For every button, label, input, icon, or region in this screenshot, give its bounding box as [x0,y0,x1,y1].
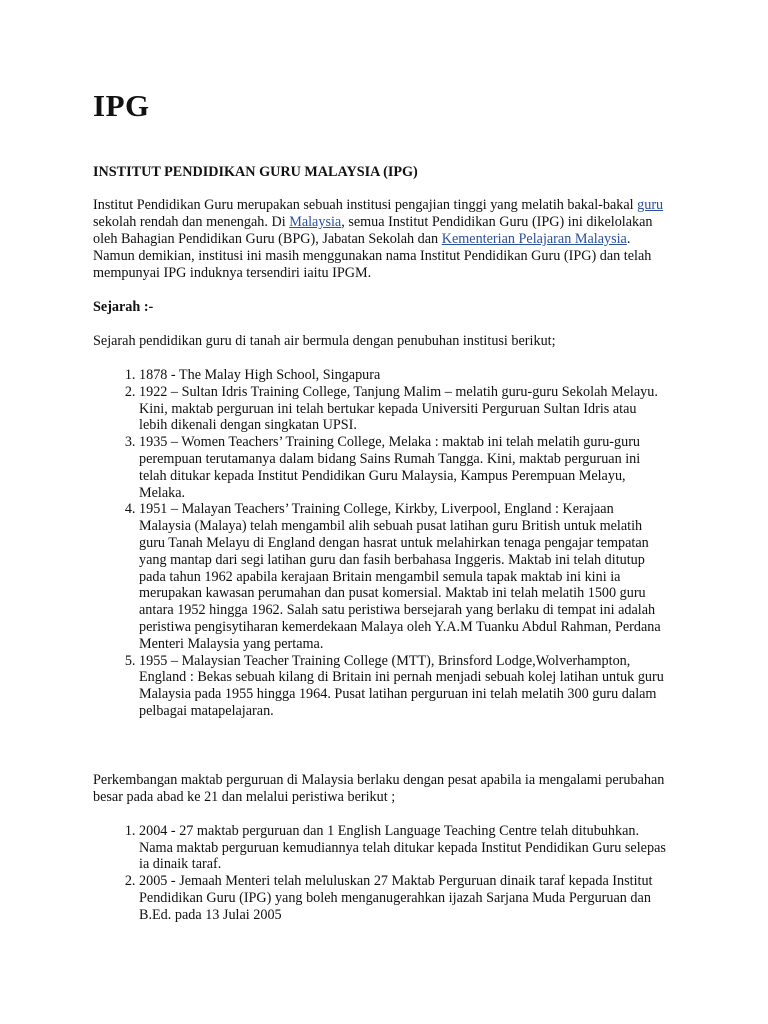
intro-paragraph [93,197,668,282]
spacer [93,720,668,772]
intro-text-4: . Namun demikian, institusi ini masih menggunakan nama Institut Pendidikan Guru (IPG) dan telah mempunyai IPG induknya tersendiri iaitu IPGM. [93,231,652,281]
intro-text-2: sekolah rendah dan menengah. Di [93,214,290,230]
link-guru[interactable]: guru [637,197,664,213]
sejarah-intro: Sejarah pendidikan guru di tanah air bermula dengan penubuhan institusi berikut; [93,333,556,349]
history-item: 3. 1935 – Women Teachers’ Training College, Melaka : maktab ini telah melatih guru-guru perempuan terutamanya dalam bidang Sains Rumah Tangga. Kini, maktab perguruan ini telah ditukar kepada Institut Pendidikan Guru Malaysia, Kampus Perempuan Melayu, Melaka. [139,434,668,501]
doc-subtitle: INSTITUT PENDIDIKAN GURU MALAYSIA (IPG) [93,164,418,180]
history-item: 4. 1951 – Malayan Teachers’ Training College, Kirkby, Liverpool, England : Kerajaan Malaysia (Malaya) telah mengambil alih sebuah pusat latihan guru British untuk melatih guru Tanah Melayu di England dengan hasrat untuk melahirkan tenaga pengajar tempatan yang mantap dari segi latihan guru dan fasih berbahasa Inggeris. Maktab ini telah ditutup pada tahun 1962 apabila kerajaan Britain mengambil semula tapak maktab ini kini ia merupakan kawasan perumahan dan pusat komersial. Maktab ini telah melatih 1500 guru antara 1952 hingga 1962. Salah satu peristiwa bersejarah yang berlaku di tempat ini adalah peristiwa pengisytiharan kemerdekaan Malaya oleh Y.A.M Tuanku Abdul Rahman, Perdana Menteri Malaysia yang pertama. [139,501,668,652]
perkembangan-paragraph: Perkembangan maktab perguruan di Malaysia berlaku dengan pesat apabila ia mengalami perubahan besar pada abad ke 21 dan melalui peristiwa berikut ; [93,771,665,805]
development-list [93,823,668,924]
intro-text-3: , semua Institut Pendidikan Guru (IPG) ini dikelolakan oleh Bahagian Pendidikan Guru (BPG), Jabatan Sekolah dan [93,214,653,247]
history-item: 1. 1878 - The Malay High School, Singapura [139,367,668,384]
intro-text-1: Institut Pendidikan Guru merupakan sebuah institusi pengajian tinggi yang melatih bakal-bakal [93,197,638,213]
link-kementerian[interactable]: Kementerian Pelajaran Malaysia [441,231,627,247]
development-item: 2. 2005 - Jemaah Menteri telah meluluskan 27 Maktab Perguruan dinaik taraf kepada Institut Pendidikan Guru (IPG) yang boleh menganugerahkan ijazah Sarjana Muda Perguruan dan B.Ed. pada 13 Julai 2005 [139,873,668,923]
sejarah-heading: Sejarah :- [93,299,154,315]
development-item: 1. 2004 - 27 maktab perguruan dan 1 English Language Teaching Centre telah ditubuhkan. Nama maktab perguruan kemudiannya telah ditukar kepada Institut Pendidikan Guru selepas ia dinaik taraf. [139,823,668,873]
history-item: 5. 1955 – Malaysian Teacher Training College (MTT), Brinsford Lodge,Wolverhampton, England : Bekas sebuah kilang di Britain ini pernah menjadi sebuah kolej latihan untuk guru Malaysia pada 1955 hingga 1964. Pusat latihan perguruan ini telah melatih 300 guru dalam pelbagai matapelajaran. [139,653,668,720]
link-malaysia[interactable]: Malaysia [289,214,342,230]
doc-title: IPG [93,88,150,123]
history-item: 2. 1922 – Sultan Idris Training College, Tanjung Malim – melatih guru-guru Sekolah Melayu. Kini, maktab perguruan ini telah bertukar kepada Universiti Perguruan Sultan Idris atau lebih dikenali dengan singkatan UPSI. [139,384,668,434]
history-list [93,367,668,720]
